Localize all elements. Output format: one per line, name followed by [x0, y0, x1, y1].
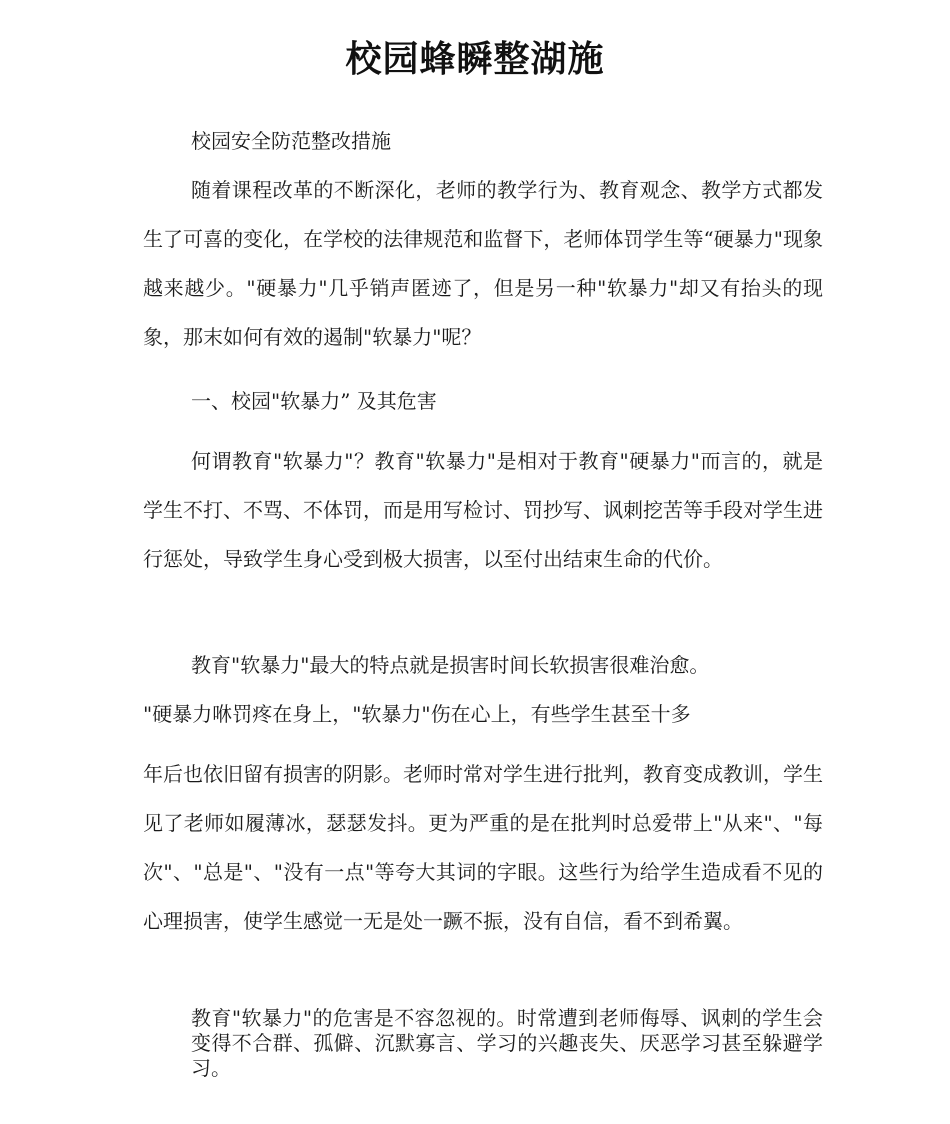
paragraph-feature: 教育"软暴力"最大的特点就是损害时间长软损害很难治愈。 [191, 653, 710, 677]
section-heading-1: 一、校园"软暴力” 及其危害 [191, 389, 437, 413]
document-title: 校园蜂瞬整湖施 [345, 39, 605, 80]
paragraph-definition: 何谓教育"软暴力"？教育"软暴力"是相对于教育"硬暴力"而言的，就是学生不打、不骂、不体罚，而是用写检讨、罚抄写、讽刺挖苦等手段对学生进行惩处，导致学生身心受到极大损害，以至付出结束生命的代价。 [143, 449, 823, 571]
paragraph-harm-details: 年后也依旧留有损害的阴影。老师时常对学生进行批判，教育变成教训，学生见了老师如履薄冰，瑟瑟发抖。更为严重的是在批判时总爱带上"从来"、"每次"、"总是"、"没有一点"等夸大其词的字眼。这些行为给学生造成看不见的心理损害，使学生感觉一无是处一蹶不振，没有自信，看不到希翼。 [143, 762, 823, 933]
paragraph-harm-summary: 教育"软暴力"的危害是不容忽视的。时常遭到老师侮辱、讽刺的学生会变得不合群、孤僻、沉默寡言、学习的兴趣丧失、厌恶学习甚至躲避学习。 [191, 1006, 823, 1080]
paragraph-intro: 随着课程改革的不断深化，老师的教学行为、教育观念、教学方式都发生了可喜的变化，在学校的法律规范和监督下，老师体罚学生等“硬暴力"现象越来越少。"硬暴力"几乎销声匿迹了，但是另一种"软暴力"却又有抬头的现象，那末如何有效的遏制"软暴力"呢？ [143, 178, 823, 349]
paragraph-contrast: "硬暴力咻罚疼在身上，"软暴力"伤在心上，有些学生甚至十多 [143, 702, 691, 726]
paragraph-subtitle: 校园安全防范整改措施 [191, 129, 391, 153]
